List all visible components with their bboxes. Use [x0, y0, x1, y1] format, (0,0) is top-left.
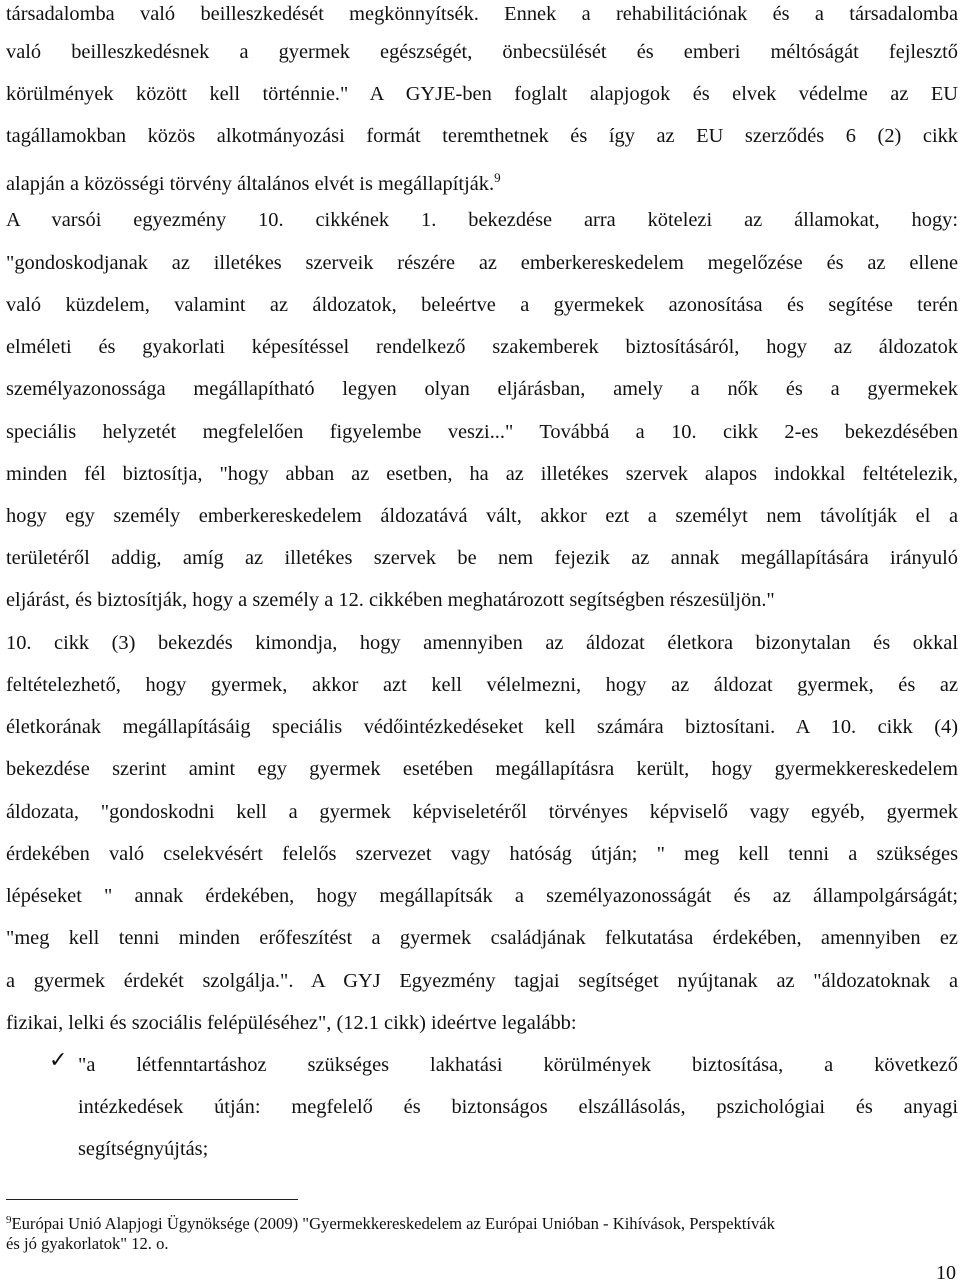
footnote-text: Európai Unió Alapjogi Ügynöksége (2009) "Gyermekkereskedelem az Európai Unióban - Kihívások, Perspektívák	[11, 1214, 775, 1233]
body-line: eljárást, és biztosítják, hogy a személy a 12. cikkében meghatározott segítségben részesüljön."	[6, 589, 775, 611]
body-line: érdekében való cselekvésért felelős szervezet vagy hatóság útján; " meg kell tenni a szükséges	[6, 843, 958, 865]
body-line: életkorának megállapításáig speciális védőintézkedéseket kell számára biztosítani. A 10. cikk (4)	[6, 716, 958, 738]
bullet-line: "a létfenntartáshoz szükséges lakhatási körülmények biztosítása, a következő	[78, 1054, 958, 1076]
body-line: való beilleszkedésnek a gyermek egészségét, önbecsülését és emberi méltóságát fejlesztő	[6, 41, 958, 63]
body-line: bekezdése szerint amint egy gyermek esetében megállapításra került, hogy gyermekkereskedelem	[6, 758, 958, 780]
footnote-number: 9	[6, 1214, 12, 1226]
bullet-line: segítségnyújtás;	[78, 1138, 209, 1160]
body-line: hogy egy személy emberkereskedelem áldozatává vált, akkor ezt a személyt nem távolítják el a	[6, 505, 958, 527]
page-number: 10	[936, 1262, 956, 1284]
body-line-with-footnote	[6, 164, 958, 198]
body-line: társadalomba való beilleszkedését megkönnyítsék. Ennek a rehabilitációnak és a társadalomba	[6, 3, 958, 25]
body-line: személyazonossága megállapítható legyen olyan eljárásban, amely a nők és a gyermekek	[6, 378, 958, 400]
body-line: tagállamokban közös alkotmányozási formát teremthetnek és így az EU szerződés 6 (2) cikk	[6, 125, 958, 147]
body-line: elméleti és gyakorlati képesítéssel rendelkező szakemberek biztosításáról, hogy az áldozatok	[6, 336, 958, 358]
footnote-line	[6, 1209, 958, 1235]
footnote-separator	[6, 1199, 298, 1200]
body-line: 10. cikk (3) bekezdés kimondja, hogy amennyiben az áldozat életkora bizonytalan és okkal	[6, 632, 958, 654]
footnote-reference: 9	[494, 170, 501, 185]
body-line: áldozata, "gondoskodni kell a gyermek képviseletéről törvényes képviselő vagy egyéb, gyermek	[6, 801, 958, 823]
body-line: A varsói egyezmény 10. cikkének 1. bekezdése arra kötelezi az államokat, hogy:	[6, 209, 958, 231]
body-line-text: alapján a közösségi törvény általános elvét is megállapítják.	[6, 173, 495, 195]
body-line: való küzdelem, valamint az áldozatok, beleértve a gyermekek azonosítása és segítése terén	[6, 294, 958, 316]
body-line: speciális helyzetét megfelelően figyelembe veszi..." Továbbá a 10. cikk 2-es bekezdésében	[6, 421, 958, 443]
body-line: minden fél biztosítja, "hogy abban az esetben, ha az illetékes szervek alapos indokkal feltételezik,	[6, 463, 958, 485]
body-line: körülmények között kell történnie." A GYJE-ben foglalt alapjogok és elvek védelme az EU	[6, 83, 958, 105]
body-line: "gondoskodjanak az illetékes szerveik részére az emberkereskedelem megelőzése és az ellene	[6, 252, 958, 274]
body-line: feltételezhető, hogy gyermek, akkor azt kell vélelmezni, hogy az áldozat gyermek, és az	[6, 674, 958, 696]
checkmark-icon: ✓	[49, 1048, 68, 1073]
body-line: "meg kell tenni minden erőfeszítést a gyermek családjának felkutatása érdekében, amennyiben ez	[6, 927, 958, 949]
body-line: lépéseket " annak érdekében, hogy megállapítsák a személyazonosságát és az állampolgárságát;	[6, 885, 958, 907]
body-line: területéről addig, amíg az illetékes szervek be nem fejezik az annak megállapítására irányuló	[6, 547, 958, 569]
bullet-line: intézkedések útján: megfelelő és biztonságos elszállásolás, pszichológiai és anyagi	[78, 1096, 958, 1118]
body-line: fizikai, lelki és szociális felépüléséhez", (12.1 cikk) ideértve legalább:	[6, 1012, 577, 1034]
footnote-line: és jó gyakorlatok" 12. o.	[6, 1234, 169, 1253]
body-line: a gyermek érdekét szolgálja.". A GYJ Egyezmény tagjai segítséget nyújtanak az "áldozatoknak a	[6, 970, 958, 992]
